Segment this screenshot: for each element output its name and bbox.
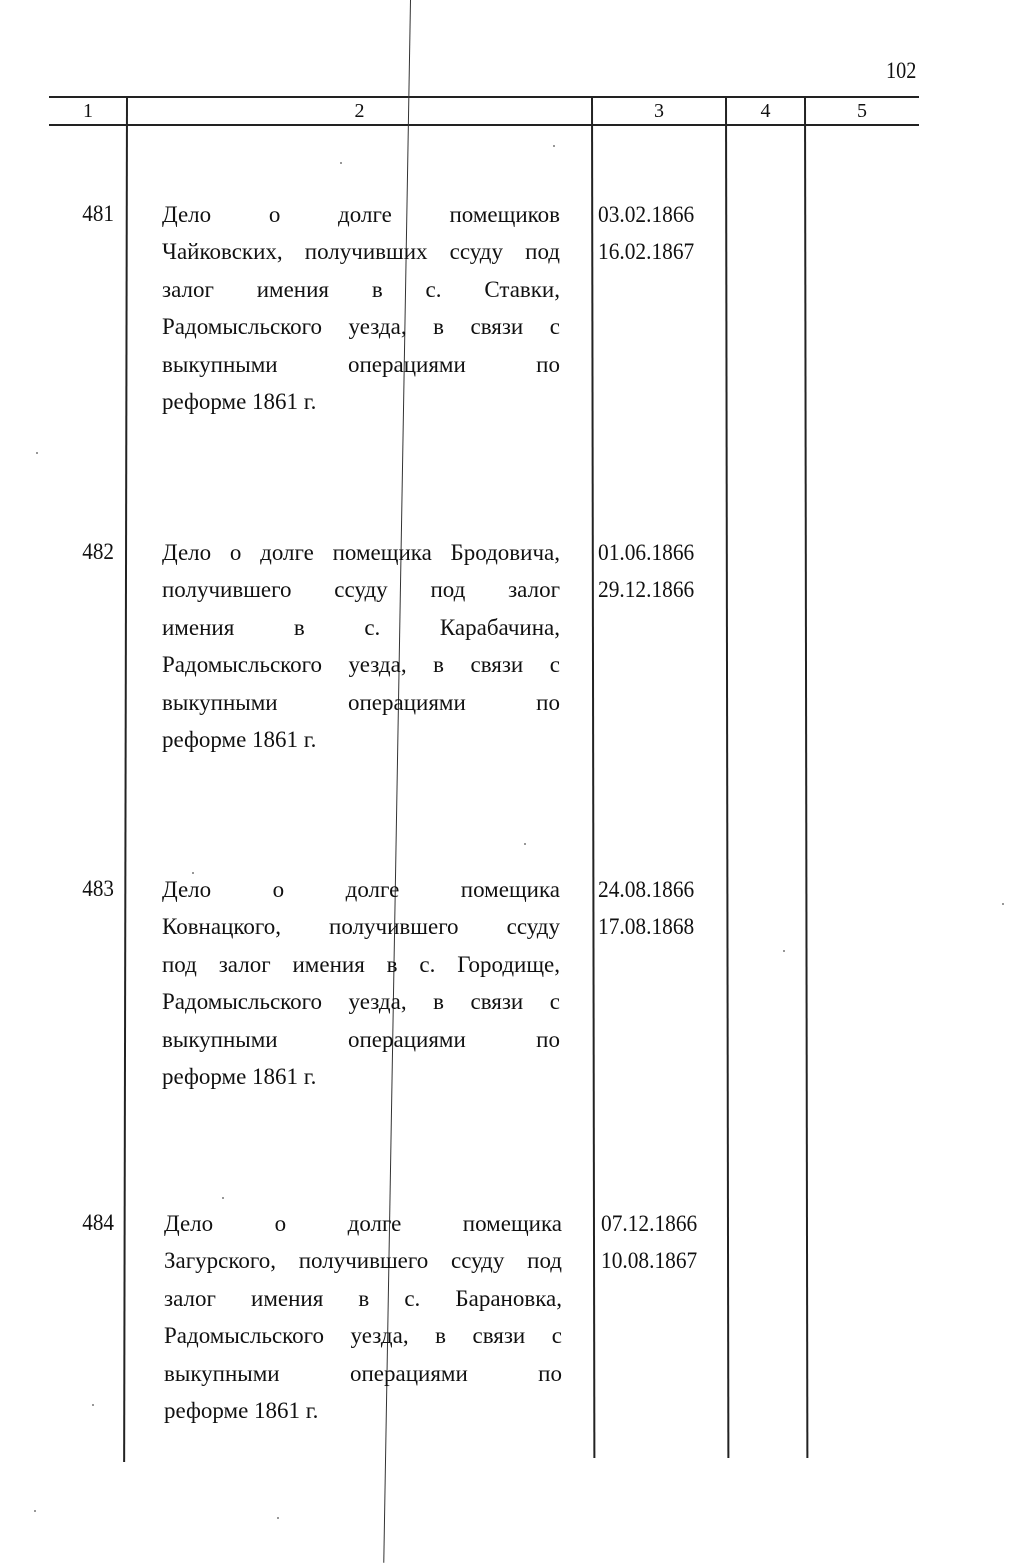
table-header-top-rule [49,96,919,98]
description-line: Радомысльского уезда, в связи с [162,989,560,1015]
description-line: Радомысльского уезда, в связи с [164,1323,562,1349]
scan-speck [92,1404,94,1406]
row-number: 484 [82,1210,114,1235]
column-divider-3-4 [725,96,729,1458]
row-dates [598,196,711,271]
row-number: 481 [82,201,114,226]
description-line: выкупными операциями по [164,1360,562,1386]
description-line: имения в с. Карабачина, [162,614,560,640]
table-header-bottom-rule [49,124,919,126]
date-end: 29.12.1866 [598,577,695,603]
row-description [162,871,560,1095]
row-description [164,1205,562,1429]
description-line: получившего ссуду под залог [162,577,560,603]
description-line: Радомысльского уезда, в связи с [162,314,560,340]
page-number: 102 [886,58,917,83]
description-line: Радомысльского уезда, в связи с [162,652,560,678]
description-line: реформе 1861 г. [162,1064,317,1090]
description-line: выкупными операциями по [162,1026,560,1052]
description-line: Дело о долге помещика Бродовича, [162,540,560,565]
scan-speck [1002,903,1004,905]
scan-speck [34,1510,36,1512]
column-divider-1-2 [123,96,127,1462]
description-line: залог имения в с. Ставки, [162,276,560,302]
description-line: Ковнацкого, получившего ссуду [162,914,560,940]
scan-speck [277,1517,279,1519]
scan-speck [553,145,555,147]
row-number: 482 [82,539,114,564]
row-description [162,534,560,758]
scan-speck [783,950,785,952]
date-end: 16.02.1867 [598,239,695,265]
description-line: реформе 1861 г. [162,389,317,415]
column-header-2: 2 [354,100,365,122]
date-start: 07.12.1866 [601,1211,698,1236]
scan-speck [36,452,38,454]
date-end: 17.08.1868 [598,914,695,940]
description-line: Дело о долге помещика [162,877,560,902]
date-start: 01.06.1866 [598,540,695,565]
column-divider-2-3 [591,96,595,1458]
description-line: Дело о долге помещиков [162,202,560,227]
description-line: реформе 1861 г. [164,1398,319,1424]
column-divider-4-5 [804,96,808,1458]
description-line: Чайковских, получивших ссуду под [162,239,560,265]
column-header-1: 1 [83,100,93,122]
description-line: залог имения в с. Барановка, [164,1285,562,1311]
scan-speck [192,872,194,874]
row-dates [601,1205,714,1280]
date-start: 03.02.1866 [598,202,695,227]
description-line: реформе 1861 г. [162,727,317,753]
row-description [162,196,560,420]
date-start: 24.08.1866 [598,877,695,902]
scan-speck [222,1197,224,1199]
row-dates [598,534,711,609]
description-line: Загурского, получившего ссуду под [164,1248,562,1274]
description-line: Дело о долге помещика [164,1211,562,1236]
column-header-4: 4 [760,100,771,122]
column-header-3: 3 [654,100,664,122]
column-header-5: 5 [857,100,867,122]
description-line: выкупными операциями по [162,689,560,715]
description-line: под залог имения в с. Городище, [162,951,560,977]
description-line: выкупными операциями по [162,351,560,377]
row-dates [598,871,711,946]
row-number: 483 [82,876,114,901]
scan-speck [524,843,526,845]
date-end: 10.08.1867 [601,1248,698,1274]
scan-speck [340,162,342,164]
